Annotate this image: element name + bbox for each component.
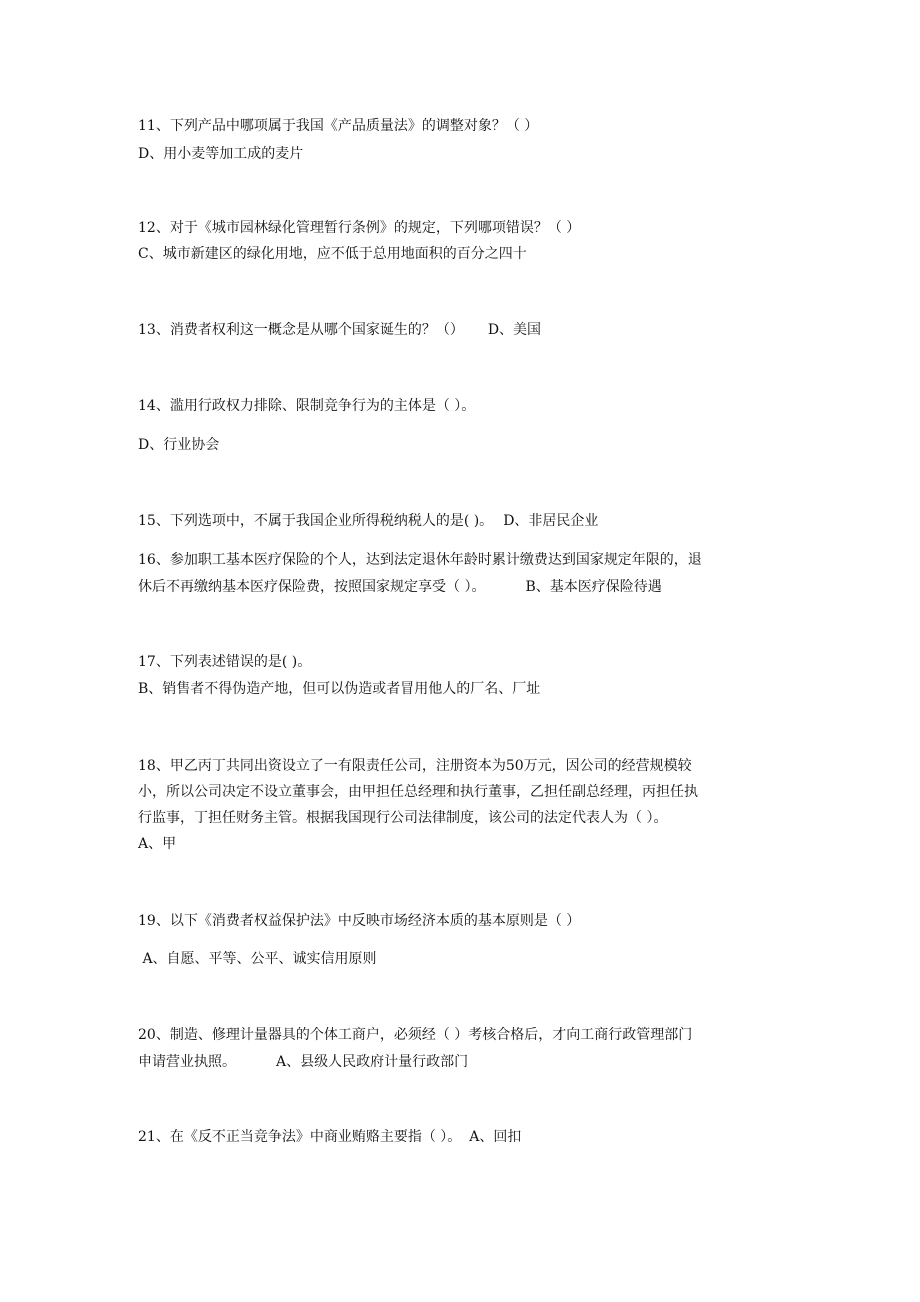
question-13: 13、消费者权利这一概念是从哪个国家诞生的？（）	[138, 322, 464, 338]
answer-14: D、行业协会	[138, 437, 220, 453]
answer-13: D、美国	[487, 322, 542, 338]
question-16: 16、参加职工基本医疗保险的个人，达到法定退休年龄时累计缴费达到国家规定年限的，退	[138, 552, 702, 568]
question-15-line	[138, 511, 598, 531]
answer-16: B、基本医疗保险待遇	[525, 579, 662, 595]
question-11: 11、下列产品中哪项属于我国《产品质量法》的调整对象？（ ）	[138, 118, 539, 134]
question-13-line	[138, 320, 541, 340]
question-18-line-3: 行监事，丁担任财务主管。根据我国现行公司法律制度，该公司的法定代表人为（ ）。	[138, 810, 668, 826]
question-12: 12、对于《城市园林绿化管理暂行条例》的规定，下列哪项错误？（ ）	[138, 220, 581, 236]
answer-12: C、城市新建区的绿化用地，应不低于总用地面积的百分之四十	[138, 246, 527, 262]
answer-17: B、销售者不得伪造产地，但可以伪造或者冒用他人的厂名、厂址	[138, 681, 541, 697]
answer-20: A、县级人民政府计量行政部门	[276, 1054, 469, 1070]
question-21-line	[138, 1127, 521, 1147]
question-16-line-2	[138, 577, 662, 597]
question-15: 15、下列选项中，不属于我国企业所得税纳税人的是( )。	[138, 513, 494, 529]
question-21: 21、在《反不正当竞争法》中商业贿赂主要指（ ）。	[138, 1129, 462, 1145]
question-18: 18、甲乙丙丁共同出资设立了一有限责任公司，注册资本为50万元，因公司的经营规模较	[138, 758, 692, 774]
answer-21: A、回扣	[469, 1129, 522, 1145]
question-20: 20、制造、修理计量器具的个体工商户，必须经（ ）考核合格后，才向工商行政管理部门	[138, 1027, 693, 1043]
question-16-cont: 休后不再缴纳基本医疗保险费，按照国家规定享受（ ）。	[138, 579, 486, 595]
question-20-line-2	[138, 1052, 468, 1072]
answer-19: A、自愿、平等、公平、诚实信用原则	[138, 951, 377, 967]
answer-15: D、非居民企业	[503, 513, 599, 529]
answer-18: A、甲	[138, 836, 177, 852]
question-14: 14、滥用行政权力排除、限制竞争行为的主体是（ ）。	[138, 398, 476, 414]
question-17: 17、下列表述错误的是( )。	[138, 654, 312, 670]
question-18-line-2: 小，所以公司决定不设立董事会，由甲担任总经理和执行董事，乙担任副总经理，丙担任执	[138, 784, 698, 800]
answer-11: D、用小麦等加工成的麦片	[138, 146, 304, 162]
question-20-cont: 申请营业执照。	[138, 1054, 236, 1070]
question-19: 19、以下《消费者权益保护法》中反映市场经济本质的基本原则是（ ）	[138, 913, 581, 929]
